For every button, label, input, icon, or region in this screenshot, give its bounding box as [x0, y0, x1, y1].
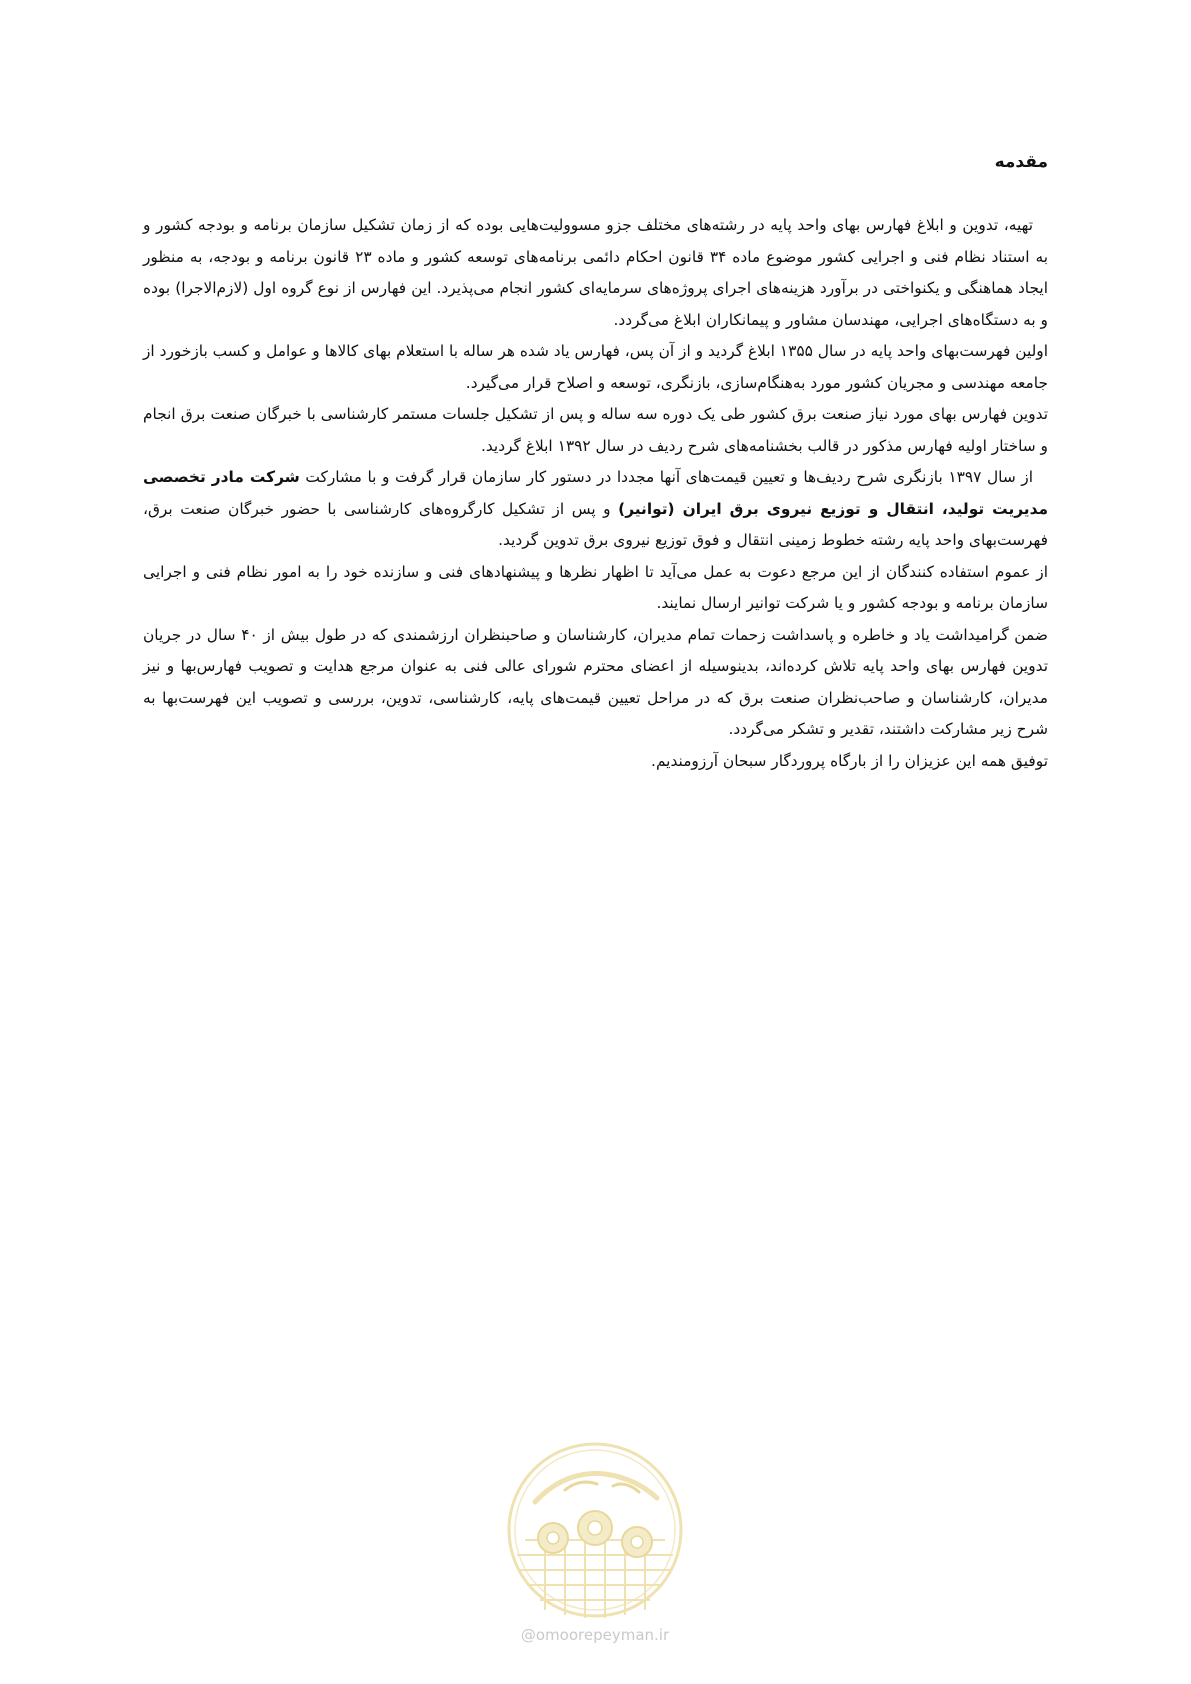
- paragraph-3: تدوین فهارس بهای مورد نیاز صنعت برق کشور طی یک دوره سه ساله و پس از تشکیل جلسات مستمر کارشناسی با خبرگان صنعت برق انجام و ساختار اولیه فهارس مذکور در قالب بخشنامه‌های شرح ردیف در سال ۱۳۹۲ ابلاغ گردید.: [143, 405, 1048, 455]
- body-text: [143, 210, 1048, 777]
- paragraph-4-company-name: شرکت مادر تخصصی مدیریت تولید، انتقال و توزیع نیروی برق ایران (توانیر): [143, 468, 1048, 518]
- paragraph-5: از عموم استفاده کنندگان از این مرجع دعوت به عمل می‌آید تا اظهار نظرها و پیشنهادهای فنی و سازنده خود را به امور نظام فنی و اجرایی سازمان برنامه و بودجه کشور و یا شرکت توانیر ارسال نمایند.: [143, 562, 1048, 612]
- paragraph-4: [143, 462, 1048, 557]
- paragraph-2: اولین فهرست‌بهای واحد پایه در سال ۱۳۵۵ ابلاغ گردید و از آن پس، فهارس یاد شده هر ساله با استعلام بهای کالاها و عوامل و کسب بازخورد از جامعه مهندسی و مجریان کشور مورد به‌هنگام‌سازی، بازنگری، توسعه و اصلاح قرار می‌گیرد.: [143, 342, 1048, 392]
- watermark-logo: [505, 1440, 685, 1620]
- gear-logo-icon: [505, 1440, 685, 1620]
- paragraph-1: تهیه، تدوین و ابلاغ فهارس بهای واحد پایه در رشته‌های مختلف جزو مسوولیت‌هایی بوده که از زمان تشکیل سازمان برنامه و بودجه کشور و به استناد نظام فنی و اجرایی کشور موضوع ماده ۳۴ قانون احکام دائمی برنامه‌های توسعه کشور و ماده ۲۳ قانون برنامه و بودجه، به منظور ایجاد هماهنگی و یکنواختی در برآورد هزینه‌های اجرای پروژه‌های سرمایه‌ای کشور انجام می‌پذیرد. این فهارس از نوع گروه اول (لازم‌الاجرا) بوده و به دستگاه‌های اجرایی، مهندسان مشاور و پیمانکاران ابلاغ می‌گردد.: [143, 216, 1048, 329]
- website-watermark: @omoorepeyman.ir: [520, 1626, 670, 1644]
- paragraph-7: توفیق همه این عزیزان را از بارگاه پروردگار سبحان آرزومندیم.: [651, 751, 1048, 770]
- section-heading: مقدمه: [994, 152, 1048, 172]
- paragraph-6: ضمن گرامیداشت یاد و خاطره و پاسداشت زحمات تمام مدیران، کارشناسان و صاحبنظران ارزشمندی که در طول بیش از ۴۰ سال در جریان تدوین فهارس بهای واحد پایه تلاش کرده‌اند، بدینوسیله از اعضای محترم شورای عالی فنی به عنوان مرجع هدایت و تصویب فهارس‌بها و نیز مدیران، کارشناسان و صاحب‌نظران صنعت برق که در مراحل تعیین قیمت‌های پایه، کارشناسی، تدوین، بررسی و تصویب این فهرست‌بها به شرح زیر مشارکت داشتند، تقدیر و تشکر می‌گردد.: [143, 625, 1048, 738]
- paragraph-4-text-end: و پس از تشکیل کارگروه‌های کارشناسی با حضور خبرگان صنعت برق، فهرست‌بهای واحد پایه رشته خطوط زمینی انتقال و فوق توزیع نیروی برق تدوین گردید.: [143, 499, 1048, 549]
- paragraph-4-text: از سال ۱۳۹۷ بازنگری شرح ردیف‌ها و تعیین قیمت‌های آنها مجددا در دستور کار سازمان قرار گرفت و با مشارکت: [299, 468, 1033, 486]
